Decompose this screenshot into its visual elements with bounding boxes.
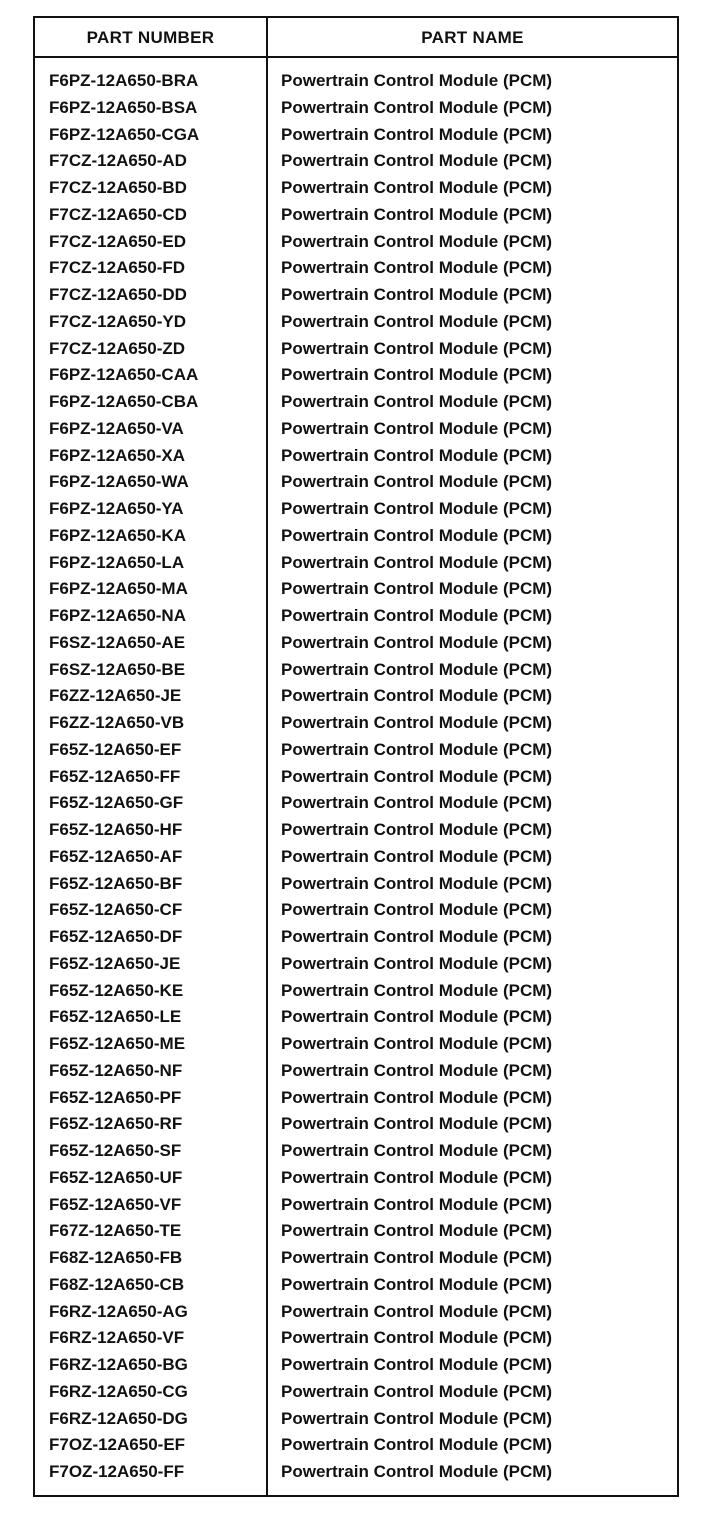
table-row [35, 336, 677, 363]
part-number-cell: F7CZ-12A650-ZD [49, 338, 186, 358]
table-row [35, 1192, 677, 1219]
part-name-cell: Powertrain Control Module (PCM) [281, 1194, 553, 1214]
table-row [35, 844, 677, 871]
table-row [35, 1218, 677, 1245]
part-name-cell: Powertrain Control Module (PCM) [281, 1034, 553, 1053]
part-number-cell: F68Z-12A650-FB [49, 1248, 183, 1267]
part-number-cell: F6RZ-12A650-CG [49, 1381, 188, 1401]
table-row [35, 737, 677, 764]
part-name-cell: Powertrain Control Module (PCM) [281, 1141, 553, 1160]
part-name-cell: Powertrain Control Module (PCM) [281, 713, 553, 732]
part-name-cell: Powertrain Control Module (PCM) [281, 1087, 553, 1107]
part-number-cell: F65Z-12A650-AF [49, 846, 183, 866]
header-part-name: PART NAME [421, 28, 524, 47]
part-name-cell: Powertrain Control Module (PCM) [281, 1007, 553, 1027]
table-row [35, 389, 677, 416]
table-row [35, 1138, 677, 1165]
part-number-cell: F7CZ-12A650-YD [49, 311, 186, 331]
part-number-cell: F6PZ-12A650-BRA [49, 71, 199, 90]
part-name-cell: Powertrain Control Module (PCM) [281, 418, 553, 438]
table-row [35, 1245, 677, 1272]
part-number-cell: F6SZ-12A650-BE [49, 659, 186, 679]
table-row [35, 1165, 677, 1192]
part-number-cell: F7CZ-12A650-FD [49, 258, 186, 278]
part-name-cell: Powertrain Control Module (PCM) [281, 258, 553, 278]
part-name-cell: Powertrain Control Module (PCM) [281, 927, 553, 946]
part-number-cell: F6PZ-12A650-XA [49, 445, 186, 465]
part-number-cell: F7CZ-12A650-ED [49, 231, 186, 251]
part-name-cell: Powertrain Control Module (PCM) [281, 846, 553, 866]
part-name-cell: Powertrain Control Module (PCM) [281, 1462, 553, 1481]
part-number-cell: F7CZ-12A650-AD [49, 151, 187, 171]
part-name-cell: Powertrain Control Module (PCM) [281, 365, 553, 385]
part-name-cell: Powertrain Control Module (PCM) [281, 1248, 553, 1267]
table-row [35, 1379, 677, 1406]
part-name-cell: Powertrain Control Module (PCM) [281, 873, 553, 893]
part-number-cell: F7CZ-12A650-DD [49, 285, 187, 304]
part-name-cell: Powertrain Control Module (PCM) [281, 124, 553, 144]
part-name-cell: Powertrain Control Module (PCM) [281, 1408, 553, 1428]
part-name-cell: Powertrain Control Module (PCM) [281, 151, 553, 171]
table-row [35, 443, 677, 470]
table-row [35, 764, 677, 791]
part-name-cell: Powertrain Control Module (PCM) [281, 659, 553, 679]
table-row [35, 175, 677, 202]
part-name-cell: Powertrain Control Module (PCM) [281, 1167, 553, 1187]
table-row [35, 282, 677, 309]
part-number-cell: F65Z-12A650-ME [49, 1034, 186, 1053]
part-name-cell: Powertrain Control Module (PCM) [281, 1060, 553, 1080]
part-number-cell: F6PZ-12A650-LA [49, 552, 185, 572]
table-row [35, 978, 677, 1005]
part-number-cell: F7CZ-12A650-CD [49, 204, 187, 224]
table-row [35, 362, 677, 389]
part-name-cell: Powertrain Control Module (PCM) [281, 606, 553, 625]
part-number-cell: F65Z-12A650-LE [49, 1007, 182, 1027]
table-row [35, 255, 677, 282]
part-number-cell: F6PZ-12A650-CGA [49, 124, 200, 144]
table-row [35, 1058, 677, 1085]
table-row [35, 1111, 677, 1138]
part-number-cell: F65Z-12A650-HF [49, 820, 183, 839]
table-header-row [35, 18, 677, 58]
table-row [35, 1085, 677, 1112]
part-number-cell: F65Z-12A650-PF [49, 1087, 182, 1107]
part-name-cell: Powertrain Control Module (PCM) [281, 1274, 553, 1294]
part-number-cell: F6RZ-12A650-AG [49, 1301, 188, 1321]
table-row [35, 1459, 677, 1486]
table-row [35, 1272, 677, 1299]
part-number-cell: F6SZ-12A650-AE [49, 632, 186, 652]
part-name-cell: Powertrain Control Module (PCM) [281, 311, 553, 331]
part-number-cell: F65Z-12A650-BF [49, 873, 183, 893]
table-row [35, 469, 677, 496]
part-number-cell: F65Z-12A650-UF [49, 1167, 183, 1187]
part-name-cell: Powertrain Control Module (PCM) [281, 71, 553, 90]
part-number-cell: F6PZ-12A650-NA [49, 606, 186, 625]
table-row [35, 657, 677, 684]
part-name-cell: Powertrain Control Module (PCM) [281, 900, 553, 920]
part-name-cell: Powertrain Control Module (PCM) [281, 820, 553, 839]
table-row [35, 148, 677, 175]
part-name-cell: Powertrain Control Module (PCM) [281, 1355, 553, 1374]
part-name-cell: Powertrain Control Module (PCM) [281, 499, 553, 518]
part-number-cell: F6PZ-12A650-YA [49, 499, 184, 518]
part-number-cell: F65Z-12A650-DF [49, 927, 183, 946]
part-name-cell: Powertrain Control Module (PCM) [281, 204, 553, 224]
table-row [35, 309, 677, 336]
table-row [35, 576, 677, 603]
table-row [35, 630, 677, 657]
parts-table [33, 16, 679, 1497]
table-row [35, 1352, 677, 1379]
part-number-cell: F65Z-12A650-SF [49, 1141, 182, 1160]
table-row [35, 817, 677, 844]
part-number-cell: F6PZ-12A650-MA [49, 579, 188, 599]
part-number-cell: F65Z-12A650-VF [49, 1194, 182, 1214]
table-row [35, 871, 677, 898]
part-number-cell: F6ZZ-12A650-JE [49, 686, 182, 706]
part-number-cell: F6RZ-12A650-VF [49, 1328, 185, 1348]
part-number-cell: F65Z-12A650-GF [49, 793, 184, 813]
table-row [35, 95, 677, 122]
table-row [35, 1406, 677, 1433]
part-number-cell: F6PZ-12A650-WA [49, 472, 189, 492]
part-name-cell: Powertrain Control Module (PCM) [281, 953, 553, 973]
table-row [35, 603, 677, 630]
table-row [35, 790, 677, 817]
part-number-cell: F6PZ-12A650-KA [49, 525, 186, 545]
table-row [35, 924, 677, 951]
part-number-cell: F7OZ-12A650-FF [49, 1462, 185, 1481]
table-row [35, 1031, 677, 1058]
table-row [35, 951, 677, 978]
part-name-cell: Powertrain Control Module (PCM) [281, 338, 553, 358]
part-name-cell: Powertrain Control Module (PCM) [281, 632, 553, 652]
table-row [35, 1004, 677, 1031]
part-name-cell: Powertrain Control Module (PCM) [281, 97, 553, 117]
part-number-cell: F6ZZ-12A650-VB [49, 713, 185, 732]
table-row [35, 710, 677, 737]
part-number-cell: F6PZ-12A650-CAA [49, 365, 199, 385]
part-number-cell: F6PZ-12A650-VA [49, 418, 184, 438]
part-name-cell: Powertrain Control Module (PCM) [281, 1435, 553, 1455]
part-number-cell: F6RZ-12A650-BG [49, 1355, 188, 1374]
part-number-cell: F65Z-12A650-EF [49, 739, 182, 759]
table-row [35, 683, 677, 710]
part-name-cell: Powertrain Control Module (PCM) [281, 579, 553, 599]
part-number-cell: F6PZ-12A650-CBA [49, 392, 199, 411]
part-name-cell: Powertrain Control Module (PCM) [281, 285, 553, 304]
table-row [35, 68, 677, 95]
table-row [35, 496, 677, 523]
part-number-cell: F68Z-12A650-CB [49, 1274, 185, 1294]
table-row [35, 229, 677, 256]
part-name-cell: Powertrain Control Module (PCM) [281, 1301, 553, 1321]
part-name-cell: Powertrain Control Module (PCM) [281, 1221, 553, 1241]
part-number-cell: F65Z-12A650-CF [49, 900, 183, 920]
part-name-cell: Powertrain Control Module (PCM) [281, 1328, 553, 1348]
part-number-cell: F7CZ-12A650-BD [49, 178, 187, 197]
part-number-cell: F67Z-12A650-TE [49, 1221, 182, 1241]
table-row [35, 897, 677, 924]
table-row [35, 416, 677, 443]
part-name-cell: Powertrain Control Module (PCM) [281, 178, 553, 197]
part-number-cell: F65Z-12A650-FF [49, 766, 181, 786]
header-part-number: PART NUMBER [86, 28, 215, 47]
part-number-cell: F65Z-12A650-KE [49, 980, 184, 1000]
part-name-cell: Powertrain Control Module (PCM) [281, 793, 553, 813]
part-name-cell: Powertrain Control Module (PCM) [281, 766, 553, 786]
table-row [35, 523, 677, 550]
part-name-cell: Powertrain Control Module (PCM) [281, 739, 553, 759]
part-name-cell: Powertrain Control Module (PCM) [281, 472, 553, 492]
part-number-cell: F7OZ-12A650-EF [49, 1435, 186, 1455]
part-name-cell: Powertrain Control Module (PCM) [281, 980, 553, 1000]
part-name-cell: Powertrain Control Module (PCM) [281, 231, 553, 251]
part-number-cell: F6RZ-12A650-DG [49, 1408, 188, 1428]
table-row [35, 550, 677, 577]
part-name-cell: Powertrain Control Module (PCM) [281, 392, 553, 411]
part-number-cell: F65Z-12A650-RF [49, 1114, 183, 1134]
part-name-cell: Powertrain Control Module (PCM) [281, 1114, 553, 1134]
part-name-cell: Powertrain Control Module (PCM) [281, 1381, 553, 1401]
table-body [35, 68, 677, 1486]
table-row [35, 122, 677, 149]
part-name-cell: Powertrain Control Module (PCM) [281, 445, 553, 465]
part-number-cell: F65Z-12A650-JE [49, 953, 181, 973]
table-row [35, 1432, 677, 1459]
part-name-cell: Powertrain Control Module (PCM) [281, 686, 553, 706]
table-row [35, 1299, 677, 1326]
part-name-cell: Powertrain Control Module (PCM) [281, 525, 553, 545]
part-number-cell: F6PZ-12A650-BSA [49, 97, 198, 117]
part-number-cell: F65Z-12A650-NF [49, 1060, 183, 1080]
table-row [35, 1325, 677, 1352]
part-name-cell: Powertrain Control Module (PCM) [281, 552, 553, 572]
table-row [35, 202, 677, 229]
